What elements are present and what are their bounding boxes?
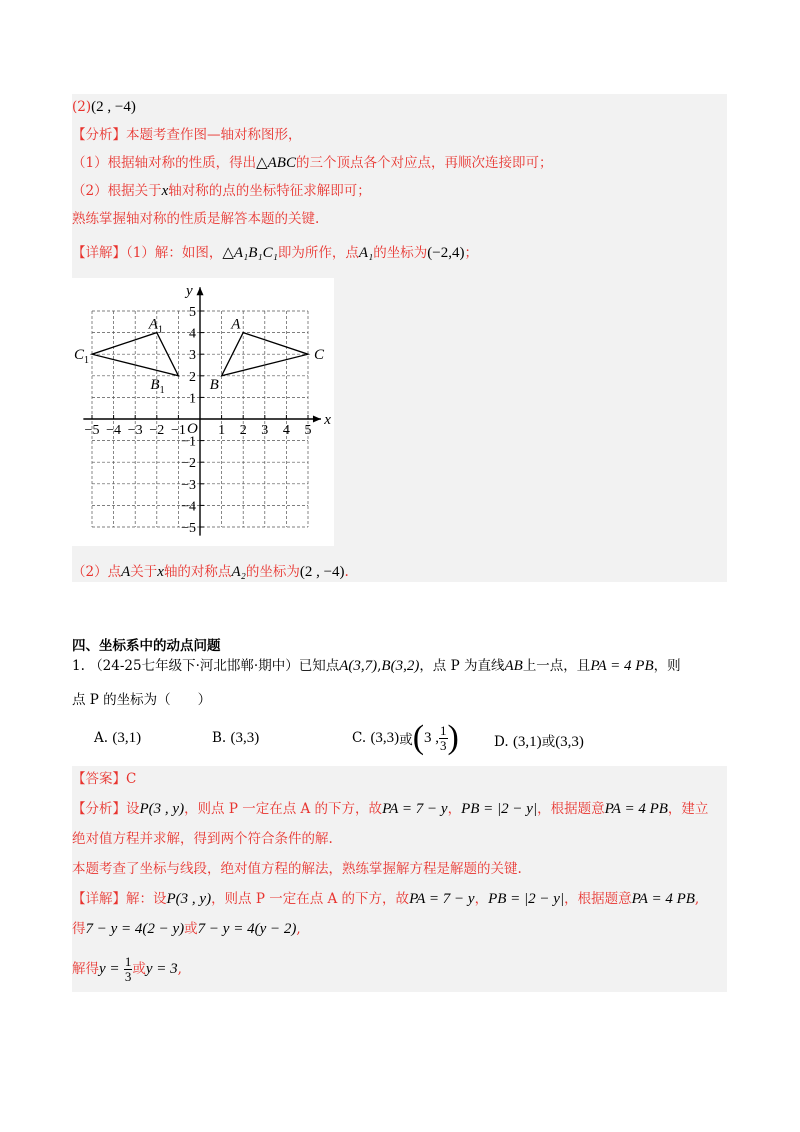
coordinate-grid-figure bbox=[72, 278, 334, 546]
solution-block-bottom bbox=[72, 766, 727, 992]
y-tick-label: −3 bbox=[181, 477, 196, 493]
y-tick-label: −1 bbox=[181, 434, 196, 450]
option-d-value-1: (3,1) bbox=[512, 734, 542, 750]
det2-l3a: 解得 bbox=[72, 960, 99, 977]
option-b[interactable] bbox=[212, 730, 259, 747]
y-tick-label: −2 bbox=[181, 456, 196, 472]
analysis-2b: 轴对称的点的坐标特征求解即可； bbox=[168, 183, 371, 199]
detail-line-2 bbox=[72, 562, 349, 583]
an2-p: P(3 , y) bbox=[139, 801, 185, 817]
det2-l1a: 解：设 bbox=[126, 891, 167, 907]
point-label-b1: $B_1$ bbox=[150, 376, 165, 396]
analysis-1b: 的三个顶点各个对应点，再顺次连接即可； bbox=[295, 155, 553, 171]
triangle-a1b1c1: △A₁B₁C₁ bbox=[222, 245, 278, 261]
x-axis-label: x bbox=[324, 412, 331, 428]
detail-2e: . bbox=[344, 564, 349, 580]
option-c[interactable] bbox=[352, 718, 459, 758]
det2-tag: 【详解】 bbox=[72, 891, 126, 907]
det2-pb: PB = |2 − y| bbox=[488, 891, 565, 907]
an2-l1c: ， bbox=[447, 801, 462, 817]
detail-2c: 轴的对称点 bbox=[163, 564, 232, 580]
detail-2d: 的坐标为 bbox=[245, 564, 300, 580]
x-var: x bbox=[161, 183, 169, 199]
question-number: 1. bbox=[72, 658, 85, 674]
x-tick-label: 3 bbox=[261, 423, 269, 438]
y-tick-label: 5 bbox=[189, 305, 196, 320]
answer-line bbox=[72, 769, 136, 790]
det2-l1c: ， bbox=[474, 891, 489, 907]
question-1-line-1 bbox=[72, 656, 681, 677]
x-tick-label: 4 bbox=[282, 423, 290, 438]
option-d-or: 或 bbox=[541, 734, 556, 750]
analysis-item-1 bbox=[72, 153, 552, 174]
option-a[interactable] bbox=[94, 730, 141, 747]
an2-l1a: 设 bbox=[126, 801, 140, 817]
y-tick-label: 4 bbox=[189, 326, 196, 342]
analysis2-line-2: 绝对值方程并求解，得到两个符合条件的解. bbox=[72, 831, 333, 847]
an2-pa: PA = 7 − y bbox=[382, 801, 448, 817]
an2-tag: 【分析】 bbox=[72, 801, 126, 817]
answer-tag: 【答案】 bbox=[72, 771, 126, 787]
det2-l3b: 或 bbox=[132, 960, 146, 977]
analysis2-line-1 bbox=[72, 799, 708, 820]
point-label-c: C bbox=[314, 347, 325, 364]
det2-l2b: 或 bbox=[184, 921, 198, 937]
analysis-text: 本题考查作图—轴对称图形， bbox=[126, 127, 302, 143]
det2-l2a: 得 bbox=[72, 921, 86, 937]
det2-l2c: , bbox=[296, 921, 301, 937]
det2-eq1: 7 − y = 4(2 − y) bbox=[85, 921, 185, 937]
analysis-2a: （2）根据关于 bbox=[72, 183, 162, 199]
det2-fraction bbox=[124, 955, 133, 984]
option-a-value: (3,1) bbox=[112, 730, 142, 746]
y-tick-label: 1 bbox=[189, 391, 196, 407]
det2-l1e: , bbox=[694, 891, 700, 907]
det2-pa: PA = 7 − y bbox=[409, 891, 475, 907]
detail-tag: 【详解】 bbox=[72, 245, 126, 261]
detail2-line-2 bbox=[72, 919, 301, 940]
origin-label: O bbox=[187, 421, 198, 437]
detail-1b: 即为所作，点 bbox=[277, 245, 359, 261]
point-a-coord: A(3,7) bbox=[339, 658, 378, 674]
det2-l1b: ，则点 P 一定在点 A 的下方，故 bbox=[211, 891, 410, 907]
option-c-fraction bbox=[439, 724, 448, 753]
x-tick-label: −2 bbox=[149, 423, 165, 438]
option-b-label: B. bbox=[212, 730, 227, 746]
option-c-label: C. bbox=[352, 730, 367, 746]
coord-a2: (2 , −4) bbox=[299, 564, 345, 580]
an2-pb: PB = |2 − y| bbox=[461, 801, 538, 817]
option-c-num: 3 , bbox=[424, 729, 440, 746]
analysis-1a: （1）根据轴对称的性质，得出 bbox=[72, 155, 257, 171]
option-d[interactable] bbox=[494, 730, 584, 751]
point-label-c1: $C_1$ bbox=[74, 347, 90, 367]
x-var-2: x bbox=[157, 564, 164, 580]
x-tick-label: −3 bbox=[127, 423, 143, 438]
option-c-frac-num: 1 bbox=[440, 722, 447, 738]
summary-text: 熟练掌握轴对称的性质是解答本题的关键. bbox=[72, 211, 320, 227]
option-d-value-2: (3,3) bbox=[555, 734, 584, 750]
question-source: （24-25七年级下·河北邯郸·期中）已知点 bbox=[89, 658, 340, 674]
part2-value: (2 , −4) bbox=[91, 99, 136, 115]
coordinate-grid-svg bbox=[72, 278, 334, 546]
point-label-b: B bbox=[209, 376, 219, 393]
an2-eq: PA = 4 PB bbox=[604, 801, 668, 817]
analysis-tag: 【分析】 bbox=[72, 127, 126, 143]
detail-1c: 的坐标为 bbox=[373, 245, 428, 261]
det2-eq: PA = 4 PB bbox=[631, 891, 695, 907]
det2-p: P(3 , y) bbox=[166, 891, 212, 907]
detail-1d: ； bbox=[464, 245, 478, 261]
q1-end: ，则 bbox=[653, 658, 681, 674]
option-c-value: (3,3) bbox=[370, 729, 400, 746]
y-axis-arrow bbox=[197, 287, 204, 295]
q1-mid2: 上一点，且 bbox=[522, 658, 591, 674]
x-tick-label: −4 bbox=[106, 423, 122, 438]
answer-value: C bbox=[126, 771, 137, 787]
x-tick-label: 2 bbox=[239, 423, 247, 438]
detail-line-1 bbox=[72, 243, 478, 264]
x-tick-label: 1 bbox=[218, 423, 226, 438]
triangle-abc: △ABC bbox=[256, 155, 296, 171]
x-axis-arrow bbox=[313, 416, 321, 423]
option-c-paren-open: ( bbox=[412, 719, 425, 756]
point-b-coord: B(3,2) bbox=[381, 658, 420, 674]
q1-comma: , bbox=[377, 658, 382, 674]
an2-l1b: ，则点 P 一定在点 A 的下方，故 bbox=[184, 801, 383, 817]
detail-2a: （2）点 bbox=[72, 564, 122, 580]
option-d-label: D. bbox=[494, 734, 509, 750]
point-a: A bbox=[121, 564, 131, 580]
det2-l3c: , bbox=[177, 960, 182, 977]
q1-condition: PA = 4 PB bbox=[590, 658, 654, 674]
detail-2b: 关于 bbox=[130, 564, 158, 580]
det2-eq2: 7 − y = 4(y − 2) bbox=[197, 921, 297, 937]
part2-label: (2) bbox=[72, 99, 92, 115]
part2-answer-line bbox=[72, 97, 136, 118]
point-label-a: A bbox=[231, 316, 241, 333]
y-tick-label: −4 bbox=[181, 499, 196, 515]
detail2-line-3 bbox=[72, 952, 182, 986]
x-tick-label: −5 bbox=[84, 423, 100, 438]
det2-y: y = bbox=[99, 960, 120, 977]
detail2-line-1 bbox=[72, 889, 699, 910]
y-tick-label: 3 bbox=[189, 348, 196, 364]
section-title: 四、坐标系中的动点问题 bbox=[72, 638, 221, 654]
det2-y2: y = 3 bbox=[145, 960, 178, 977]
det2-l1d: ，根据题意 bbox=[564, 891, 632, 907]
detail-1a: （1）解：如图， bbox=[126, 245, 223, 261]
option-c-frac-den: 3 bbox=[440, 737, 447, 753]
det2-frac-den: 3 bbox=[124, 968, 132, 984]
analysis-line bbox=[72, 125, 302, 146]
summary-line bbox=[72, 209, 319, 230]
question-1-line-2: 点 P 的坐标为（ ） bbox=[72, 692, 212, 708]
option-b-value: (3,3) bbox=[230, 730, 260, 746]
option-a-label: A. bbox=[94, 730, 109, 746]
point-label-a1: $A_1$ bbox=[148, 316, 163, 336]
coord-a1: (−2,4) bbox=[427, 245, 465, 261]
an2-l1d: ，根据题意 bbox=[537, 801, 605, 817]
line-ab: AB bbox=[504, 658, 523, 674]
y-tick-label: −5 bbox=[181, 521, 196, 536]
analysis2-line-3: 本题考查了坐标与线段，绝对值方程的解法，熟练掌握解方程是解题的关键. bbox=[72, 861, 522, 877]
analysis-item-2 bbox=[72, 181, 371, 202]
det2-frac-num: 1 bbox=[124, 953, 132, 969]
y-axis-label: y bbox=[186, 283, 193, 300]
point-a2: A₂ bbox=[231, 564, 246, 580]
q1-mid: ，点 P 为直线 bbox=[419, 658, 505, 674]
option-c-or: 或 bbox=[399, 732, 413, 748]
option-c-paren-close: ) bbox=[447, 719, 459, 756]
point-a1: A₁ bbox=[358, 245, 374, 261]
an2-l1e: ，建立 bbox=[667, 801, 709, 817]
x-tick-label: 5 bbox=[304, 423, 312, 438]
y-tick-label: 2 bbox=[189, 369, 196, 385]
x-tick-label: −1 bbox=[170, 423, 186, 438]
